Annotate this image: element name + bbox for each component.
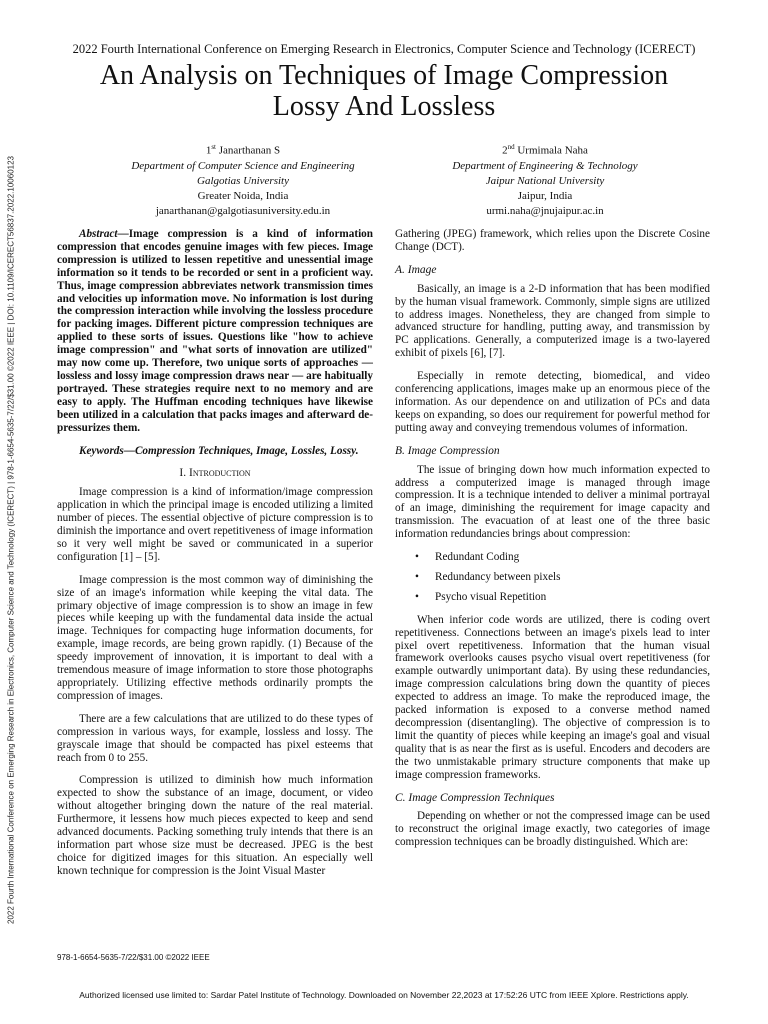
author-1-univ: Galgotias University bbox=[197, 175, 289, 188]
paragraph: There are a few calculations that are utilized to do these types of compression in various ways, for example, lossless and lossy. The grayscale image that should be compacted has pixel esteems that reach from 0 to 255. bbox=[57, 712, 373, 764]
paragraph: Especially in remote detecting, biomedical, and video conferencing applications, images make up an enormous piece of the information. As our dependence on and utilization of PCs and data keeps on expanding, so does our requirement for powerful method for putting away and conveying tremendous volumes of information. bbox=[395, 370, 710, 434]
author-1-city: Greater Noida, India bbox=[197, 190, 289, 203]
author-2-univ: Jaipur National University bbox=[485, 175, 605, 188]
section-heading-introduction: I. Introduction bbox=[179, 467, 251, 480]
paragraph: Image compression is a kind of information/image compression application in which the principal image is encoded utilizing a limited number of pieces. The essential objective of picture compression is to diminish the importance and overt repetitiveness of image information so it very well might be saved or communicated in a superior configuration [1] – [5]. bbox=[57, 486, 373, 563]
abstract-label: Abstract bbox=[79, 228, 118, 240]
title-line-1: An Analysis on Techniques of Image Compression bbox=[99, 60, 669, 91]
paragraph: Compression is utilized to diminish how much information expected to show the substance of an image, document, or video without altogether bringing down the nature of the real material. Furthermore, it lessens how much pieces expected to keep and send advanced documents. Packing something truly intends that there is an information part whose size must be decreased. JPEG is the best choice for digitized images for this situation. An especially well known technique for compression is the Joint Visual Master bbox=[57, 774, 373, 877]
subsection-heading-image: A. Image bbox=[395, 263, 437, 276]
copyright-footer: 978-1-6654-5635-7/22/$31.00 ©2022 IEEE bbox=[57, 953, 210, 962]
paragraph: When inferior code words are utilized, there is coding overt repetitiveness. Connections between an image's pixels lead to inter pixel overt repetitiveness. Information that the human visual framework overlooks causes psycho visual overt repetitiveness (for example outwardly unimportant data). By using these redundancies, image compression calculations bring down the quantity of pieces expected to address an image. To make the reproduced image, the packed information is exposed to a converse method named decompression (disentangling). The objective of compression is to limit the quantity of pieces while keeping an image's goal and visual quality that is as near the first as is useful. Encoders and decoders are the two unmistakable primary structure components that make up image compression frameworks. bbox=[395, 613, 710, 781]
paper-title bbox=[40, 60, 728, 122]
list-item: • Psycho visual Repetition bbox=[435, 591, 710, 604]
title-line-2: Lossy And Lossless bbox=[272, 91, 496, 122]
list-item: • Redundant Coding bbox=[435, 551, 710, 564]
author-2 bbox=[395, 140, 695, 220]
author-1-dept: Department of Computer Science and Engineering bbox=[131, 159, 355, 172]
author-2-name: 2nd Urmimala Naha bbox=[502, 143, 588, 157]
license-notice: Authorized licensed use limited to: Sardar Patel Institute of Technology. Downloaded on November 22,2023 at 17:52:26 UTC from IEEE Xplore. Restrictions apply. bbox=[79, 990, 689, 1000]
sidebar-citation: 2022 Fourth International Conference on Emerging Research in Electronics, Computer Science and Technology (ICERECT) | 978-1-6654-5635-7/22/$31.00 ©2022 IEEE | DOI: 10.1109/ICERECT56837.2022.10060123 bbox=[6, 156, 16, 924]
author-1-name: 1st Janarthanan S bbox=[205, 143, 281, 157]
subsection-heading-techniques: C. Image Compression Techniques bbox=[395, 791, 555, 804]
redundancy-list bbox=[395, 551, 710, 604]
author-2-city: Jaipur, India bbox=[517, 190, 573, 203]
author-2-email: urmi.naha@jnujaipur.ac.in bbox=[486, 205, 604, 218]
right-column bbox=[395, 228, 710, 859]
paragraph: Basically, an image is a 2-D information that has been modified by the human visual framework. Commonly, simple signs are utilized to address images. Nonetheless, they are changed from simple to advanced structure for handling, putting away, and transmission by PC applications. Generally, a computerized image is a two-layered exhibit of pixels [6], [7]. bbox=[395, 282, 710, 360]
keywords: Keywords—Compression Techniques, Image, Lossles, Lossy. bbox=[79, 444, 359, 457]
author-1 bbox=[93, 140, 393, 220]
paragraph: Depending on whether or not the compressed image can be used to reconstruct the original image exactly, two categories of image compression techniques can be broadly distinguished. Which are: bbox=[395, 810, 710, 849]
left-column bbox=[57, 228, 373, 888]
paragraph: The issue of bringing down how much information expected to address a computerized image is managed through image compression. It is a technique intended to deliver a minimal portrayal of an image, diminishing the requirement for image capacity and transmission. The evacuation of at least one of the three basic information redundancies brings about compression: bbox=[395, 463, 710, 541]
author-1-email: janarthanan@galgotiasuniversity.edu.in bbox=[155, 205, 331, 218]
conference-header: 2022 Fourth International Conference on Emerging Research in Electronics, Computer Science and Technology (ICERECT) bbox=[72, 42, 696, 56]
subsection-heading-image-compression: B. Image Compression bbox=[395, 444, 500, 457]
author-2-dept: Department of Engineering & Technology bbox=[452, 159, 638, 172]
paragraph: Image compression is the most common way of diminishing the size of an image's information while keeping the vital data. The primary objective of image compression is to show an image in few pieces while keeping up with the fundamental data inside the actual image. Techniques for compacting huge information documents, for example, image records, are being grown rapidly. (1) Because of the speedy improvement of innovation, it is important to deal with a tremendous measure of image information to store those photographs appropriately. Utilizing effective methods ordinarily prompts the compression of images. bbox=[57, 573, 373, 702]
abstract-text: —Image compression is a kind of information compression that encodes genuine images with few pieces. Image compression is utilized to lessen repetitive and unessential image information so it tends to be recorded or sent in a proficient way. Thus, image compression abbreviates network transmission times and velocities up information move. No information is lost during the compression interaction while involving the lossless procedure for packing images. Different picture compression techniques are applied to these sorts of issues. Questions like "how to achieve image compression" and "what sorts of innovation are utilized" may now come up. Therefore, two unique sorts of approaches — lossless and lossy image compression draws near — are habitually portrayed. These strategies require next to no memory and are easy to apply. The Huffman encoding techniques have likewise been utilized in a calculation that packs images and afterward de-pressurizes them. bbox=[57, 228, 373, 434]
abstract bbox=[57, 228, 373, 435]
list-item: • Redundancy between pixels bbox=[435, 571, 710, 584]
paragraph: Gathering (JPEG) framework, which relies upon the Discrete Cosine Change (DCT). bbox=[395, 228, 710, 253]
